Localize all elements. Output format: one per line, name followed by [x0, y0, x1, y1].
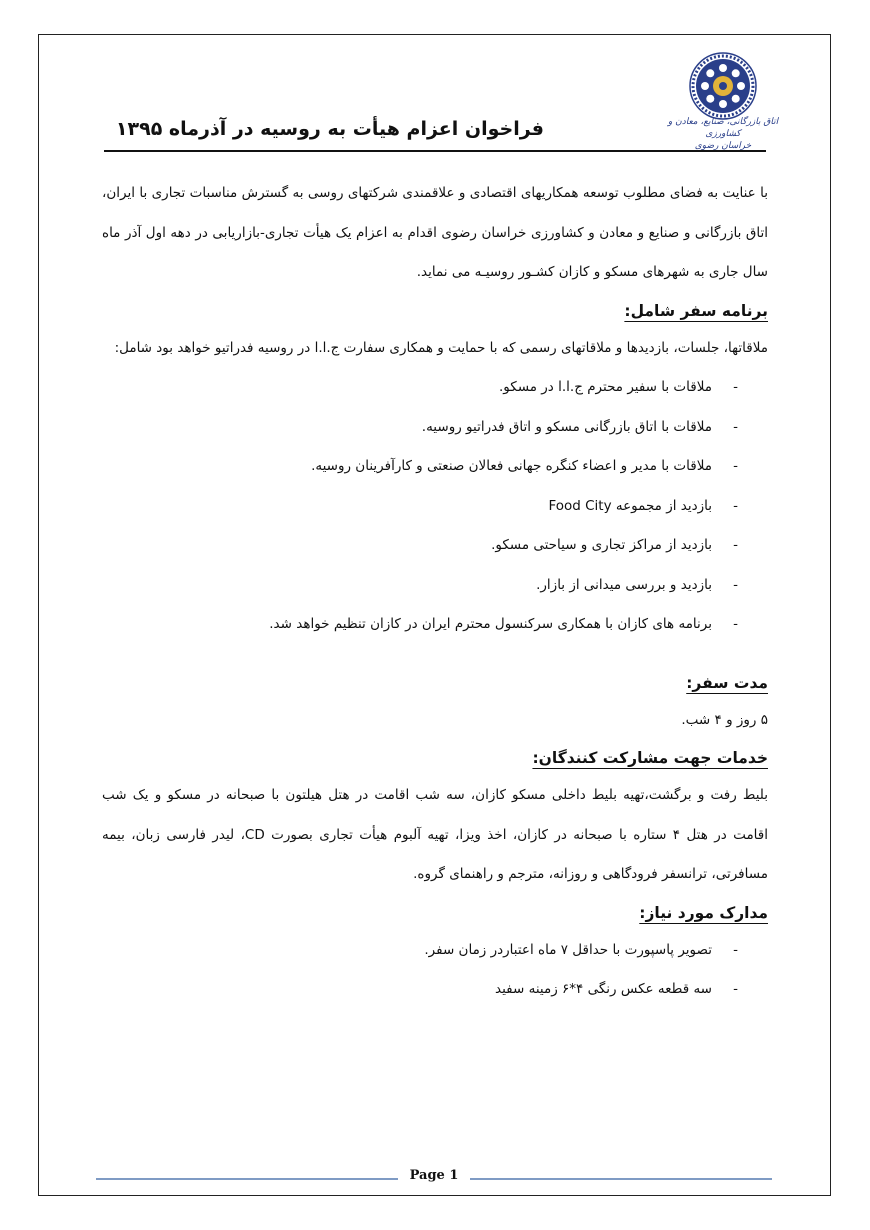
- logo-caption: [664, 116, 782, 152]
- page-title: فراخوان اعزام هیأت به روسیه در آذرماه ۱۳۹۵: [115, 118, 544, 140]
- services-heading: خدمات جهت مشارکت کنندگان:: [532, 749, 768, 767]
- list-item: - بازدید و بررسی میدانی از بازار.: [102, 566, 768, 606]
- list-item: - ملاقات با سفیر محترم ج.ا.ا در مسکو.: [102, 368, 768, 408]
- duration-text: ۵ روز و ۴ شب.: [681, 711, 768, 728]
- footer-rule-right: [470, 1178, 772, 1180]
- list-item: - تصویر پاسپورت با حداقل ۷ ماه اعتباردر زمان سفر.: [102, 931, 768, 971]
- program-intro: ملاقاتها، جلسات، بازدیدها و ملاقاتهای رسمی که با حمایت و همکاری سفارت ج.ا.ا در روسیه فدراتیو خواهد بود شامل:: [114, 339, 768, 356]
- list-item: - برنامه های کازان با همکاری سرکنسول محترم ایران در کازان تنظیم خواهد شد.: [102, 605, 768, 645]
- logo-caption-line1: اتاق بازرگانی، صنایع، معادن و کشاورزی: [667, 117, 779, 139]
- list-item: - سه قطعه عکس رنگی ۴*۶ زمینه سفید: [102, 970, 768, 1010]
- program-list: [102, 368, 768, 645]
- logo-caption-line2: خراسان رضوی: [694, 141, 752, 151]
- list-item: - ملاقات با اتاق بازرگانی مسکو و اتاق فدراتیو روسیه.: [102, 408, 768, 448]
- list-item: - بازدید از مجموعه Food City: [102, 487, 768, 527]
- footer-rule-left: [96, 1178, 398, 1180]
- documents-list: [102, 931, 768, 1010]
- program-heading: برنامه سفر شامل:: [624, 301, 768, 320]
- list-item: - ملاقات با مدیر و اعضاء کنگره جهانی فعالان صنعتی و کارآفرینان روسیه.: [102, 447, 768, 487]
- documents-heading: مدارک مورد نیاز:: [639, 903, 768, 922]
- intro-paragraph: با عنایت به فضای مطلوب توسعه همکاریهای اقتصادی و علاقمندی شرکتهای روسی به گسترش مناسبات تجاری با ایران، اتاق بازرگانی و صنایع و معادن و کشاورزی خراسان رضوی اقدام به اعزام یک هیأت تجاری-بازاریابی در دهه اول آذر ماه سال جاری به شهرهای مسکو و کازان کشـور روسیـه می نماید.: [102, 185, 768, 280]
- page-number: Page 1: [409, 1168, 459, 1183]
- document-body: [102, 174, 768, 1010]
- spacer: [102, 645, 768, 665]
- title-underline: [104, 150, 766, 152]
- services-text: بلیط رفت و برگشت،تهیه بلیط داخلی مسکو کازان، سه شب اقامت در هتل هیلتون با صبحانه در مسکو و یک شب اقامت در هتل ۴ ستاره با صبحانه در کازان، اخذ ویزا، تهیه آلبوم هیأت تجاری بصورت CD، لیدر فارسی زبان، بیمه مسافرتی، ترانسفر فرودگاهی و روزانه، مترجم و راهنمای گروه.: [102, 787, 768, 882]
- duration-heading: مدت سفر:: [686, 673, 768, 692]
- list-item: - بازدید از مراکز تجاری و سیاحتی مسکو.: [102, 526, 768, 566]
